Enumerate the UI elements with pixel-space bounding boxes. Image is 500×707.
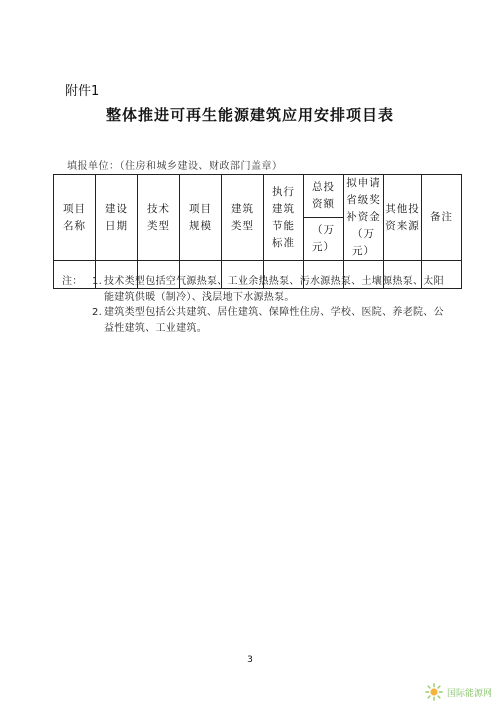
notes-lead: 注： (62, 276, 83, 287)
header-total-investment: 总投 资额 (304, 175, 344, 218)
page-number: 3 (247, 655, 253, 665)
header-provincial-subsidy: 拟申请 省级奖 补资金 （万元） (344, 175, 384, 261)
note-text: 建筑类型包括公共建筑、居住建筑、保障性住房、学校、医院、养老院、公益性建筑、工业建筑。 (104, 307, 444, 334)
header-project-name: 项目 名称 (54, 175, 96, 261)
note-item (62, 274, 447, 305)
attachment-label: 附件1 (65, 84, 100, 99)
header-energy-standard: 执行 建筑 节能 标准 (264, 175, 304, 261)
sun-leaf-logo-icon (425, 683, 443, 701)
header-build-date: 建设 日期 (96, 175, 138, 261)
note-number: 2. (92, 307, 103, 318)
header-project-scale: 项目 规模 (180, 175, 222, 261)
header-tech-type: 技术 类型 (138, 175, 180, 261)
note-text: 技术类型包括空气源热泵、工业余热热泵、污水源热泵、土壤源热泵、太阳能建筑供暖（制冷）、浅层地下水源热泵。 (104, 276, 444, 303)
watermark (425, 683, 492, 701)
notes-section (62, 274, 447, 336)
header-remarks: 备注 (422, 175, 462, 261)
page-title: 整体推进可再生能源建筑应用安排项目表 (105, 106, 394, 124)
note-item (62, 305, 447, 336)
watermark-text: 国际能源网 (446, 688, 492, 699)
table-header-row (54, 175, 462, 218)
fill-unit-label: 填报单位：（住房和城乡建设、财政部门盖章） (67, 161, 283, 172)
header-building-type: 建筑 类型 (222, 175, 264, 261)
header-total-investment-unit: （万元） (304, 218, 344, 261)
header-other-sources: 其他投 资来源 (384, 175, 422, 261)
note-number: 1. (92, 276, 103, 287)
project-table (53, 174, 462, 289)
